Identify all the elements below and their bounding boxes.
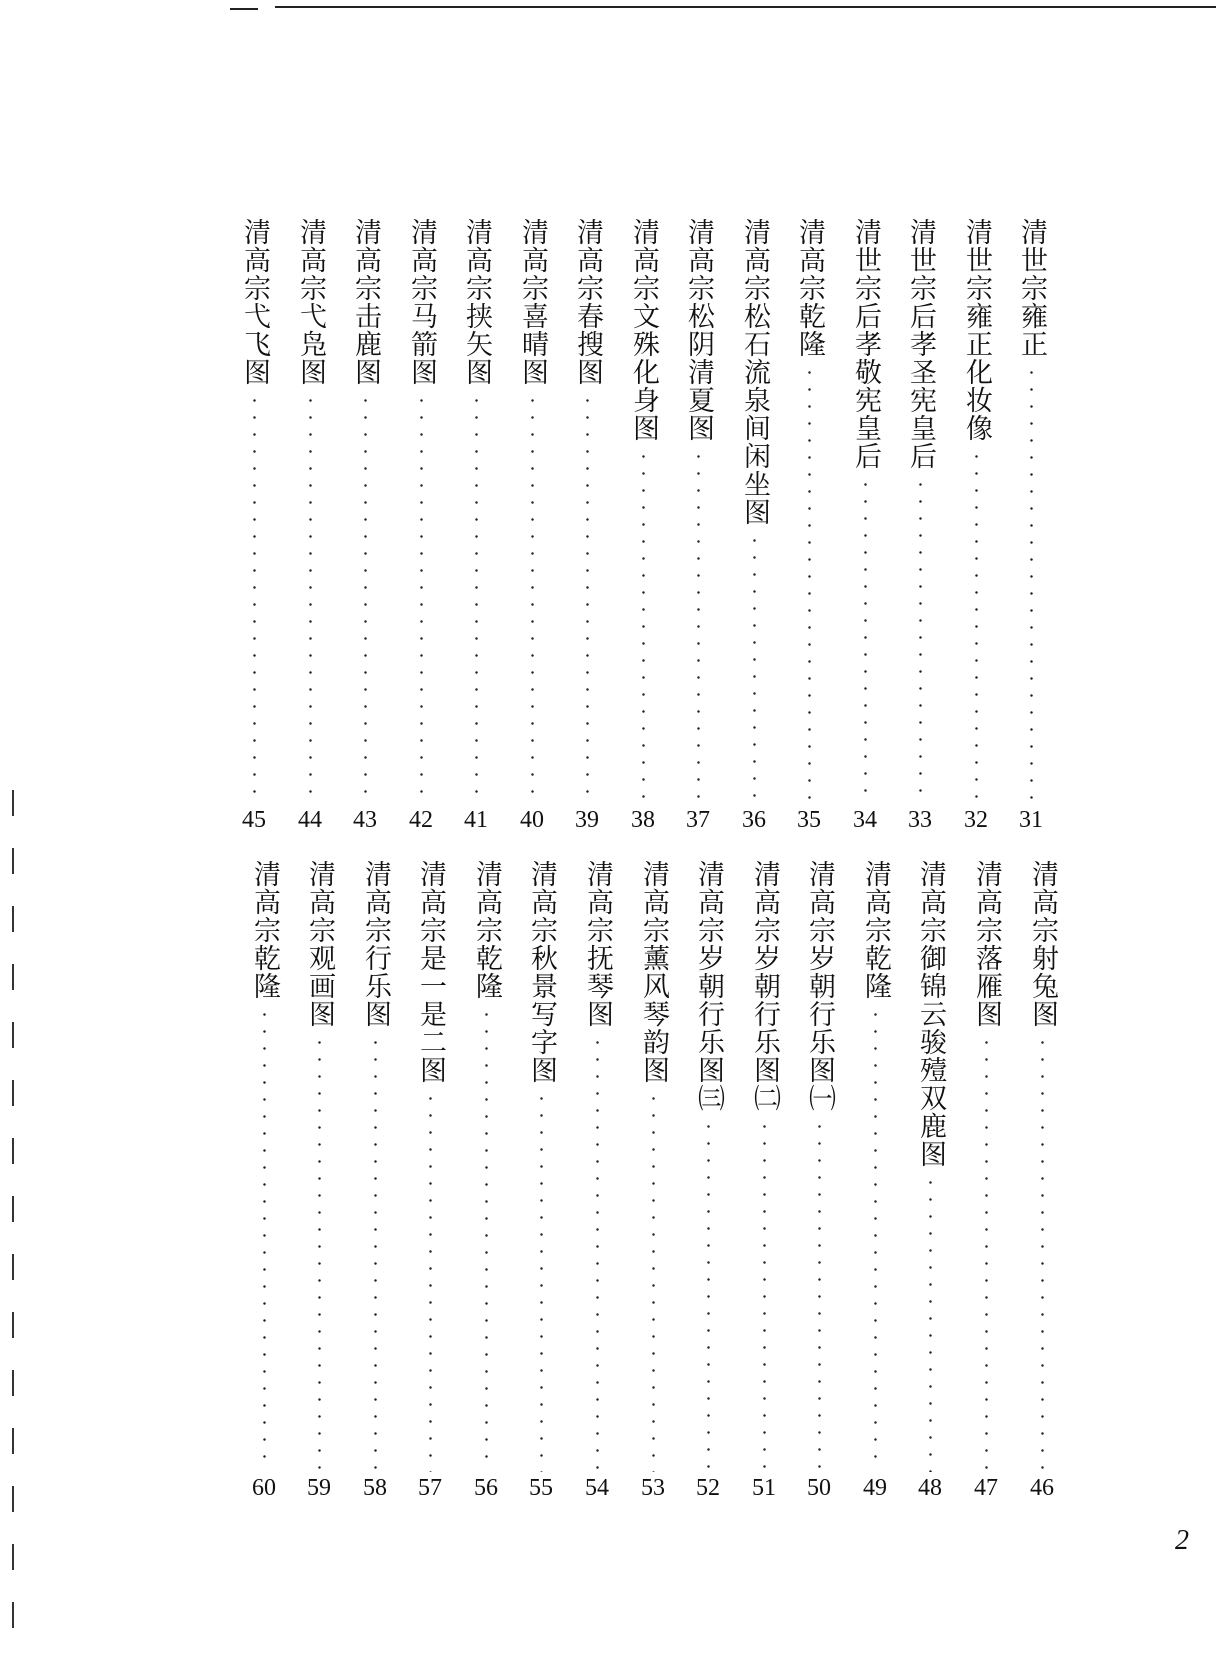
toc-entry-title: 清高宗乾隆 — [794, 218, 825, 358]
margin-tick — [12, 1486, 14, 1512]
toc-entry[interactable] — [623, 218, 663, 832]
toc-entry-title: 清高宗乾隆 — [249, 860, 280, 1000]
margin-tick — [12, 1138, 14, 1164]
toc-entry-page: 40 — [520, 807, 544, 833]
margin-tick — [12, 790, 14, 816]
toc-entry-title: 清世宗后孝敬宪皇后 — [850, 218, 881, 470]
toc-entry-page: 45 — [242, 807, 266, 833]
dot-leader — [985, 1034, 988, 1472]
dot-leader — [475, 392, 478, 804]
margin-tick — [12, 1312, 14, 1338]
dot-leader — [309, 392, 312, 804]
toc-entry-page: 42 — [409, 807, 433, 833]
toc-entry-title: 清世宗后孝圣宪皇后 — [905, 218, 936, 470]
toc-entry-title: 清高宗喜晴图 — [517, 218, 548, 386]
dot-leader — [485, 1006, 488, 1472]
toc-entry[interactable] — [855, 860, 895, 1500]
toc-entry[interactable] — [410, 860, 450, 1500]
toc-entry-title: 清高宗春搜图 — [572, 218, 603, 386]
toc-entry-title: 清高宗乾隆 — [860, 860, 891, 1000]
toc-entry-page: 58 — [363, 1475, 387, 1501]
dot-leader — [318, 1034, 321, 1472]
toc-entry[interactable] — [567, 218, 607, 832]
toc-entry[interactable] — [290, 218, 330, 832]
toc-entry[interactable] — [966, 860, 1006, 1500]
toc-entry-title: 清高宗弋凫图 — [295, 218, 326, 386]
toc-entry-page: 59 — [307, 1475, 331, 1501]
dot-leader — [818, 1118, 821, 1472]
header-rule — [275, 6, 1216, 8]
toc-entry-title: 清高宗落雁图 — [971, 860, 1002, 1028]
dot-leader — [919, 476, 922, 804]
dot-leader — [652, 1090, 655, 1472]
toc-entry-title: 清高宗弋飞图 — [239, 218, 270, 386]
margin-tick — [12, 848, 14, 874]
toc-entry[interactable] — [456, 218, 496, 832]
toc-entry[interactable] — [1022, 860, 1062, 1500]
toc-entry-title: 清高宗马箭图 — [406, 218, 437, 386]
toc-entry[interactable] — [744, 860, 784, 1500]
toc-entry[interactable] — [521, 860, 561, 1500]
toc-entry-page: 50 — [807, 1475, 831, 1501]
toc-entry-title: 清高宗抚琴图 — [582, 860, 613, 1028]
margin-tick — [12, 1022, 14, 1048]
toc-entry-title: 清高宗松阴清夏图 — [683, 218, 714, 442]
toc-entry-page: 52 — [696, 1475, 720, 1501]
toc-entry[interactable] — [910, 860, 950, 1500]
dot-leader — [707, 1118, 710, 1472]
toc-entry-title: 清高宗岁朝行乐图㈢ — [693, 860, 724, 1112]
toc-entry-page: 54 — [585, 1475, 609, 1501]
toc-entry-title: 清高宗观画图 — [304, 860, 335, 1028]
toc-entry[interactable] — [577, 860, 617, 1500]
toc-entry[interactable] — [244, 860, 284, 1500]
margin-tick — [12, 1370, 14, 1396]
toc-entry-title: 清高宗薰风琴韵图 — [638, 860, 669, 1084]
margin-tick — [12, 1602, 14, 1628]
toc-entry[interactable] — [900, 218, 940, 832]
toc-entry[interactable] — [355, 860, 395, 1500]
dot-leader — [253, 392, 256, 804]
margin-tick — [12, 1544, 14, 1570]
page-number: 2 — [1175, 1525, 1189, 1556]
margin-tick — [12, 964, 14, 990]
toc-entry-title: 清高宗是一是二图 — [415, 860, 446, 1084]
toc-entry-page: 47 — [974, 1475, 998, 1501]
toc-entry-title: 清高宗秋景写字图 — [526, 860, 557, 1084]
margin-tick — [12, 906, 14, 932]
toc-entry[interactable] — [845, 218, 885, 832]
dot-leader — [763, 1118, 766, 1472]
toc-entry[interactable] — [466, 860, 506, 1500]
toc-entry-page: 38 — [631, 807, 655, 833]
toc-entry-title: 清高宗岁朝行乐图㈠ — [804, 860, 835, 1112]
toc-entry[interactable] — [299, 860, 339, 1500]
toc-entry-title: 清高宗击鹿图 — [350, 218, 381, 386]
toc-entry-page: 37 — [686, 807, 710, 833]
toc-entry-page: 56 — [474, 1475, 498, 1501]
toc-entry-page: 36 — [742, 807, 766, 833]
dot-leader — [420, 392, 423, 804]
dot-leader — [1041, 1034, 1044, 1472]
toc-entry[interactable] — [401, 218, 441, 832]
toc-entry-page: 34 — [853, 807, 877, 833]
dot-leader — [1030, 364, 1033, 804]
toc-entry-title: 清高宗岁朝行乐图㈡ — [749, 860, 780, 1112]
dot-leader — [808, 364, 811, 804]
toc-entry-title: 清高宗文殊化身图 — [628, 218, 659, 442]
toc-entry[interactable] — [799, 860, 839, 1500]
dot-leader — [864, 476, 867, 804]
toc-entry-title: 清高宗松石流泉间闲坐图 — [739, 218, 770, 526]
header-rule-short — [230, 8, 258, 10]
toc-entry-page: 48 — [918, 1475, 942, 1501]
toc-entry[interactable] — [688, 860, 728, 1500]
toc-entry-page: 46 — [1030, 1475, 1054, 1501]
toc-entry-page: 39 — [575, 807, 599, 833]
toc-entry[interactable] — [633, 860, 673, 1500]
margin-tick — [12, 1254, 14, 1280]
toc-entry[interactable] — [512, 218, 552, 832]
toc-entry-page: 43 — [353, 807, 377, 833]
toc-entry-page: 57 — [418, 1475, 442, 1501]
toc-entry-page: 31 — [1019, 807, 1043, 833]
toc-entry[interactable] — [789, 218, 829, 832]
dot-leader — [429, 1090, 432, 1472]
toc-entry-title: 清高宗行乐图 — [360, 860, 391, 1028]
dot-leader — [374, 1034, 377, 1472]
toc-entry-title: 清高宗射兔图 — [1027, 860, 1058, 1028]
toc-entry[interactable] — [345, 218, 385, 832]
toc-entry[interactable] — [678, 218, 718, 832]
dot-leader — [263, 1006, 266, 1472]
dot-leader — [531, 392, 534, 804]
dot-leader — [697, 448, 700, 804]
toc-entry[interactable] — [956, 218, 996, 832]
dot-leader — [540, 1090, 543, 1472]
toc-entry[interactable] — [234, 218, 274, 832]
dot-leader — [975, 448, 978, 804]
toc-entry-title: 清高宗乾隆 — [471, 860, 502, 1000]
toc-entry[interactable] — [734, 218, 774, 832]
toc-entry-title: 清高宗御锦云骏殪双鹿图 — [915, 860, 946, 1168]
toc-entry-page: 32 — [964, 807, 988, 833]
dot-leader — [364, 392, 367, 804]
toc-entry-page: 49 — [863, 1475, 887, 1501]
toc-entry-page: 41 — [464, 807, 488, 833]
toc-entry-title: 清世宗雍正化妆像 — [961, 218, 992, 442]
dot-leader — [929, 1174, 932, 1472]
toc-entry-page: 53 — [641, 1475, 665, 1501]
toc-entry-title: 清世宗雍正 — [1016, 218, 1047, 358]
toc-entry-page: 44 — [298, 807, 322, 833]
toc-entry-page: 51 — [752, 1475, 776, 1501]
toc-entry-page: 35 — [797, 807, 821, 833]
toc-entry-page: 55 — [529, 1475, 553, 1501]
toc-entry-page: 33 — [908, 807, 932, 833]
dot-leader — [874, 1006, 877, 1472]
dot-leader — [642, 448, 645, 804]
dot-leader — [586, 392, 589, 804]
toc-entry-page: 60 — [252, 1475, 276, 1501]
dot-leader — [596, 1034, 599, 1472]
margin-tick — [12, 1196, 14, 1222]
margin-tick — [12, 1428, 14, 1454]
toc-entry-title: 清高宗挟矢图 — [461, 218, 492, 386]
dot-leader — [753, 532, 756, 804]
toc-entry[interactable] — [1011, 218, 1051, 832]
margin-tick — [12, 1080, 14, 1106]
